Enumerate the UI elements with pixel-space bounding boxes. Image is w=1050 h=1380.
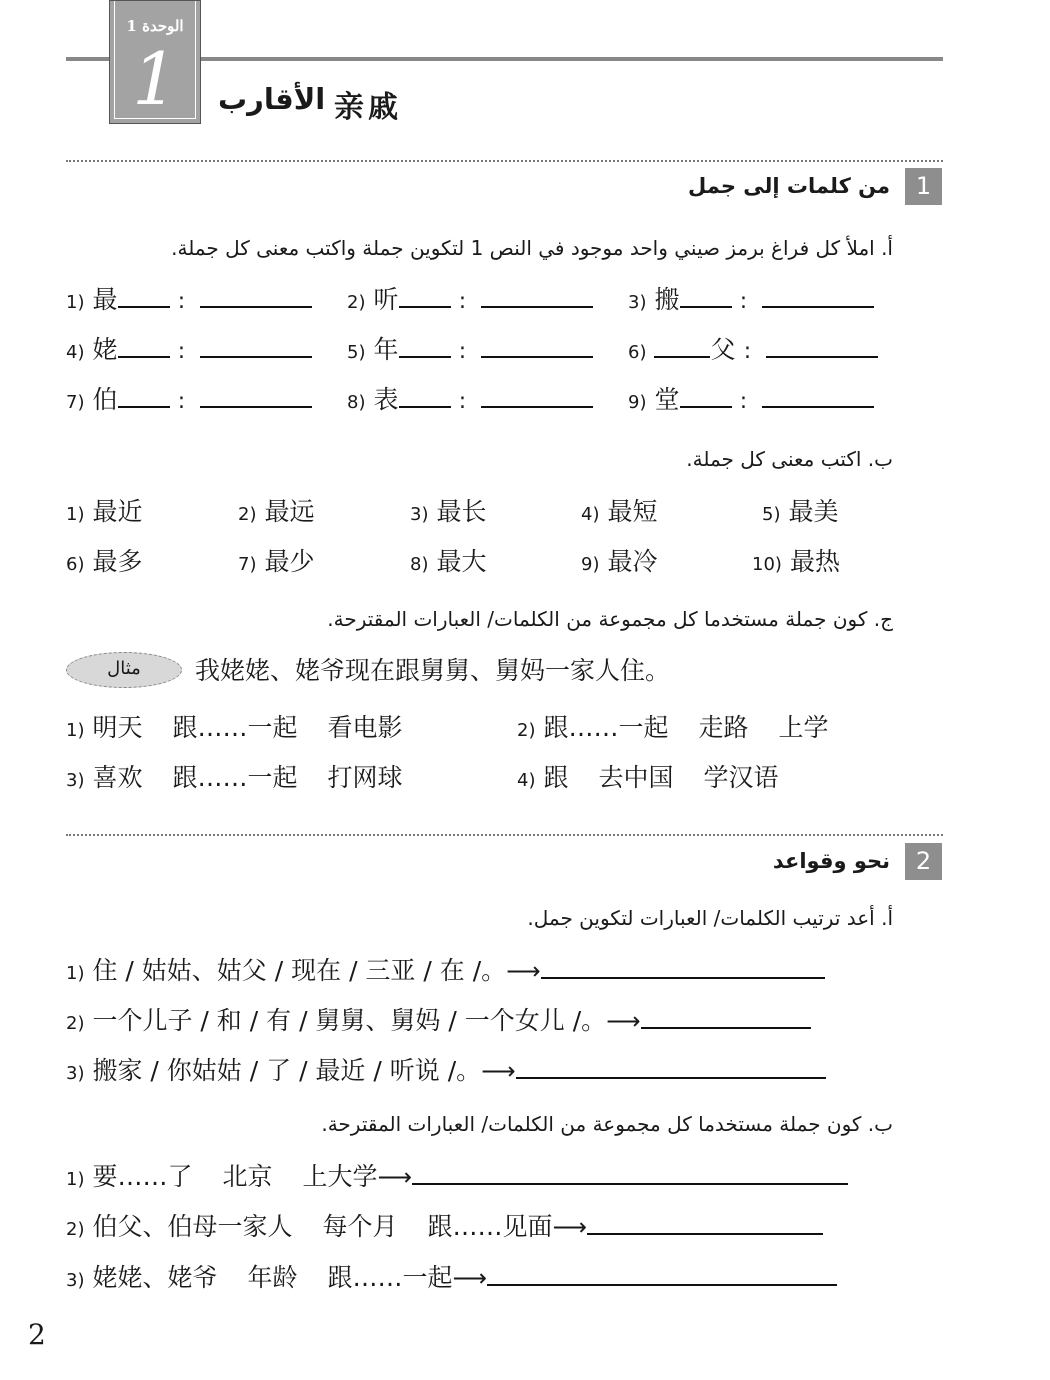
- sentence-item: 1) 明天 跟……一起 看电影: [66, 713, 403, 742]
- answer-line[interactable]: [516, 1057, 826, 1079]
- char-blank[interactable]: [118, 386, 170, 408]
- meaning-blank[interactable]: [481, 336, 593, 358]
- fill-item-6: 6) 父 :: [628, 333, 878, 370]
- answer-line[interactable]: [641, 1007, 811, 1029]
- char-blank[interactable]: [399, 386, 451, 408]
- word-item: 8) 最大: [410, 547, 487, 576]
- word-item: 3) 最长: [410, 497, 487, 526]
- meaning-blank[interactable]: [762, 386, 874, 408]
- char-blank[interactable]: [399, 286, 451, 308]
- section-2-title: نحو وقواعد: [772, 849, 890, 873]
- unit-number: 1: [132, 37, 178, 121]
- arrow-icon: ⟶: [552, 1213, 587, 1241]
- section-2b-instruction: ب. كون جملة مستخدما كل مجموعة من الكلمات/ العبارات المقترحة.: [321, 1112, 893, 1136]
- answer-line[interactable]: [541, 957, 825, 979]
- word-item: 5) 最美: [762, 497, 839, 526]
- page-number: 2: [28, 1318, 46, 1351]
- arrow-icon: ⟶: [377, 1163, 412, 1191]
- compose-item-3: 3) 姥姥、姥爷 年龄 跟……一起⟶: [66, 1261, 837, 1298]
- sentence-item: 2) 跟……一起 走路 上学: [517, 713, 829, 742]
- meaning-blank[interactable]: [200, 286, 312, 308]
- word-item: 10) 最热: [752, 547, 840, 576]
- word-item: 7) 最少: [238, 547, 315, 576]
- section-2a-instruction: أ. أعد ترتيب الكلمات/ العبارات لتكوين جمل.: [527, 906, 893, 930]
- page-title-arabic: الأقارب: [218, 82, 326, 116]
- char-blank[interactable]: [680, 386, 732, 408]
- section-1a-instruction: أ. املأ كل فراغ برمز صيني واحد موجود في النص 1 لتكوين جملة واكتب معنى كل جملة.: [171, 236, 893, 260]
- reorder-item-2: 2) 一个儿子 / 和 / 有 / 舅舅、舅妈 / 一个女儿 /。⟶: [66, 1004, 811, 1041]
- arrow-icon: ⟶: [606, 1007, 641, 1035]
- fill-item-7: 7) 伯 :: [66, 383, 312, 420]
- answer-line[interactable]: [487, 1264, 837, 1286]
- reorder-item-3: 3) 搬家 / 你姑姑 / 了 / 最近 / 听说 /。⟶: [66, 1054, 826, 1091]
- fill-item-8: 8) 表 :: [347, 383, 593, 420]
- meaning-blank[interactable]: [481, 286, 593, 308]
- word-item: 1) 最近: [66, 497, 143, 526]
- sentence-item: 4) 跟 去中国 学汉语: [517, 763, 779, 792]
- example-sentence: 我姥姥、姥爷现在跟舅舅、舅妈一家人住。: [195, 656, 671, 685]
- fill-item-9: 9) 堂 :: [628, 383, 874, 420]
- fill-item-1: 1) 最 :: [66, 283, 312, 320]
- fill-item-4: 4) 姥 :: [66, 333, 312, 370]
- meaning-blank[interactable]: [200, 386, 312, 408]
- char-blank[interactable]: [399, 336, 451, 358]
- arrow-icon: ⟶: [481, 1057, 516, 1085]
- char-blank[interactable]: [118, 286, 170, 308]
- answer-line[interactable]: [587, 1213, 823, 1235]
- unit-label: الوحدة 1: [126, 17, 184, 35]
- fill-item-2: 2) 听 :: [347, 283, 593, 320]
- char-blank[interactable]: [118, 336, 170, 358]
- page-title-chinese: 亲戚: [334, 90, 402, 125]
- meaning-blank[interactable]: [762, 286, 874, 308]
- section-divider: [66, 160, 943, 162]
- unit-tab: [109, 0, 201, 124]
- word-item: 4) 最短: [581, 497, 658, 526]
- word-item: 9) 最冷: [581, 547, 658, 576]
- arrow-icon: ⟶: [452, 1264, 487, 1292]
- meaning-blank[interactable]: [200, 336, 312, 358]
- section-divider: [66, 834, 943, 836]
- fill-item-5: 5) 年 :: [347, 333, 593, 370]
- meaning-blank[interactable]: [766, 336, 878, 358]
- word-item: 6) 最多: [66, 547, 143, 576]
- section-1b-instruction: ب. اكتب معنى كل جملة.: [686, 447, 893, 471]
- char-blank[interactable]: [654, 336, 710, 358]
- answer-line[interactable]: [412, 1163, 848, 1185]
- meaning-blank[interactable]: [481, 386, 593, 408]
- compose-item-1: 1) 要……了 北京 上大学⟶: [66, 1160, 848, 1197]
- sentence-item: 3) 喜欢 跟……一起 打网球: [66, 763, 403, 792]
- char-blank[interactable]: [680, 286, 732, 308]
- compose-item-2: 2) 伯父、伯母一家人 每个月 跟……见面⟶: [66, 1210, 823, 1247]
- arrow-icon: ⟶: [506, 957, 541, 985]
- section-1-title: من كلمات إلى جمل: [688, 174, 890, 198]
- word-item: 2) 最远: [238, 497, 315, 526]
- section-1c-instruction: ج. كون جملة مستخدما كل مجموعة من الكلمات/ العبارات المقترحة.: [327, 607, 893, 631]
- example-badge: مثال: [66, 652, 182, 688]
- reorder-item-1: 1) 住 / 姑姑、姑父 / 现在 / 三亚 / 在 /。⟶: [66, 954, 825, 991]
- section-2-number: 2: [905, 843, 942, 880]
- section-1-number: 1: [905, 168, 942, 205]
- fill-item-3: 3) 搬 :: [628, 283, 874, 320]
